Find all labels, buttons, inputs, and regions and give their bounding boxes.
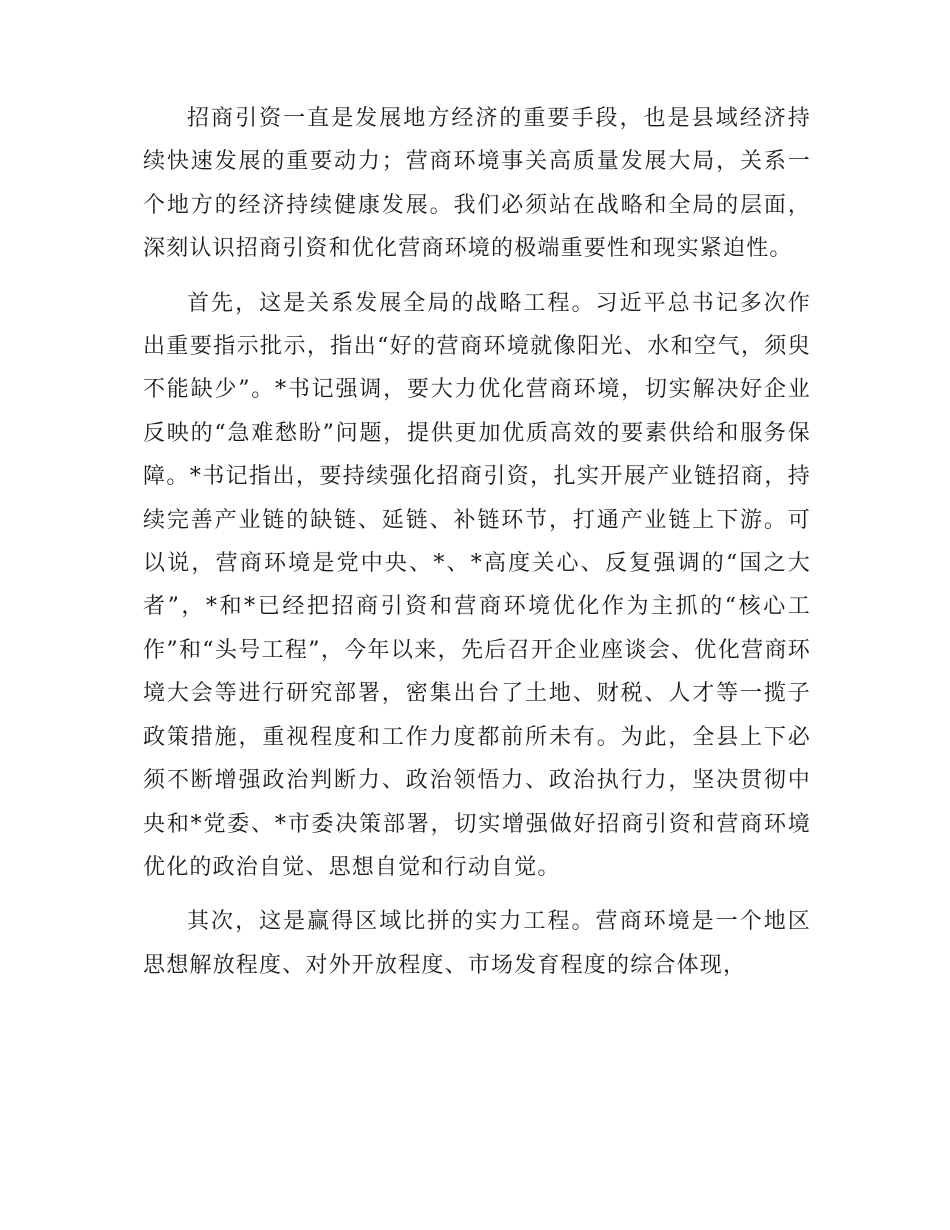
- paragraph-second-point: 其次，这是赢得区域比拼的实力工程。营商环境是一个地区思想解放程度、对外开放程度、市场发育程度的综合体现，: [143, 909, 811, 978]
- paragraph-first-point: 首先，这是关系发展全局的战略工程。习近平总书记多次作出重要指示批示，指出“好的营商环境就像阳光、水和空气，须臾不能缺少”。*书记强调，要大力优化营商环境，切实解决好企业反映的“急难愁盼”问题，提供更加优质高效的要素供给和服务保障。*书记指出，要持续强化招商引资，扎实开展产业链招商，持续完善产业链的缺链、延链、补链环节，打通产业链上下游。可以说，营商环境是党中央、*、*高度关心、反复强调的“国之大者”，*和*已经把招商引资和营商环境优化作为主抓的“核心工作”和“头号工程”，今年以来，先后召开企业座谈会、优化营商环境大会等进行研究部署，密集出台了土地、财税、人才等一揽子政策措施，重视程度和工作力度都前所未有。为此，全县上下必须不断增强政治判断力、政治领悟力、政治执行力，坚决贯彻中央和*党委、*市委决策部署，切实增强做好招商引资和营商环境优化的政治自觉、思想自觉和行动自觉。: [143, 290, 811, 880]
- paragraph-intro: 招商引资一直是发展地方经济的重要手段，也是县域经济持续快速发展的重要动力；营商环境事关高质量发展大局，关系一个地方的经济持续健康发展。我们必须站在战略和全局的层面，深刻认识招商引资和优化营商环境的极端重要性和现实紧迫性。: [143, 106, 811, 262]
- document-body: [143, 97, 811, 998]
